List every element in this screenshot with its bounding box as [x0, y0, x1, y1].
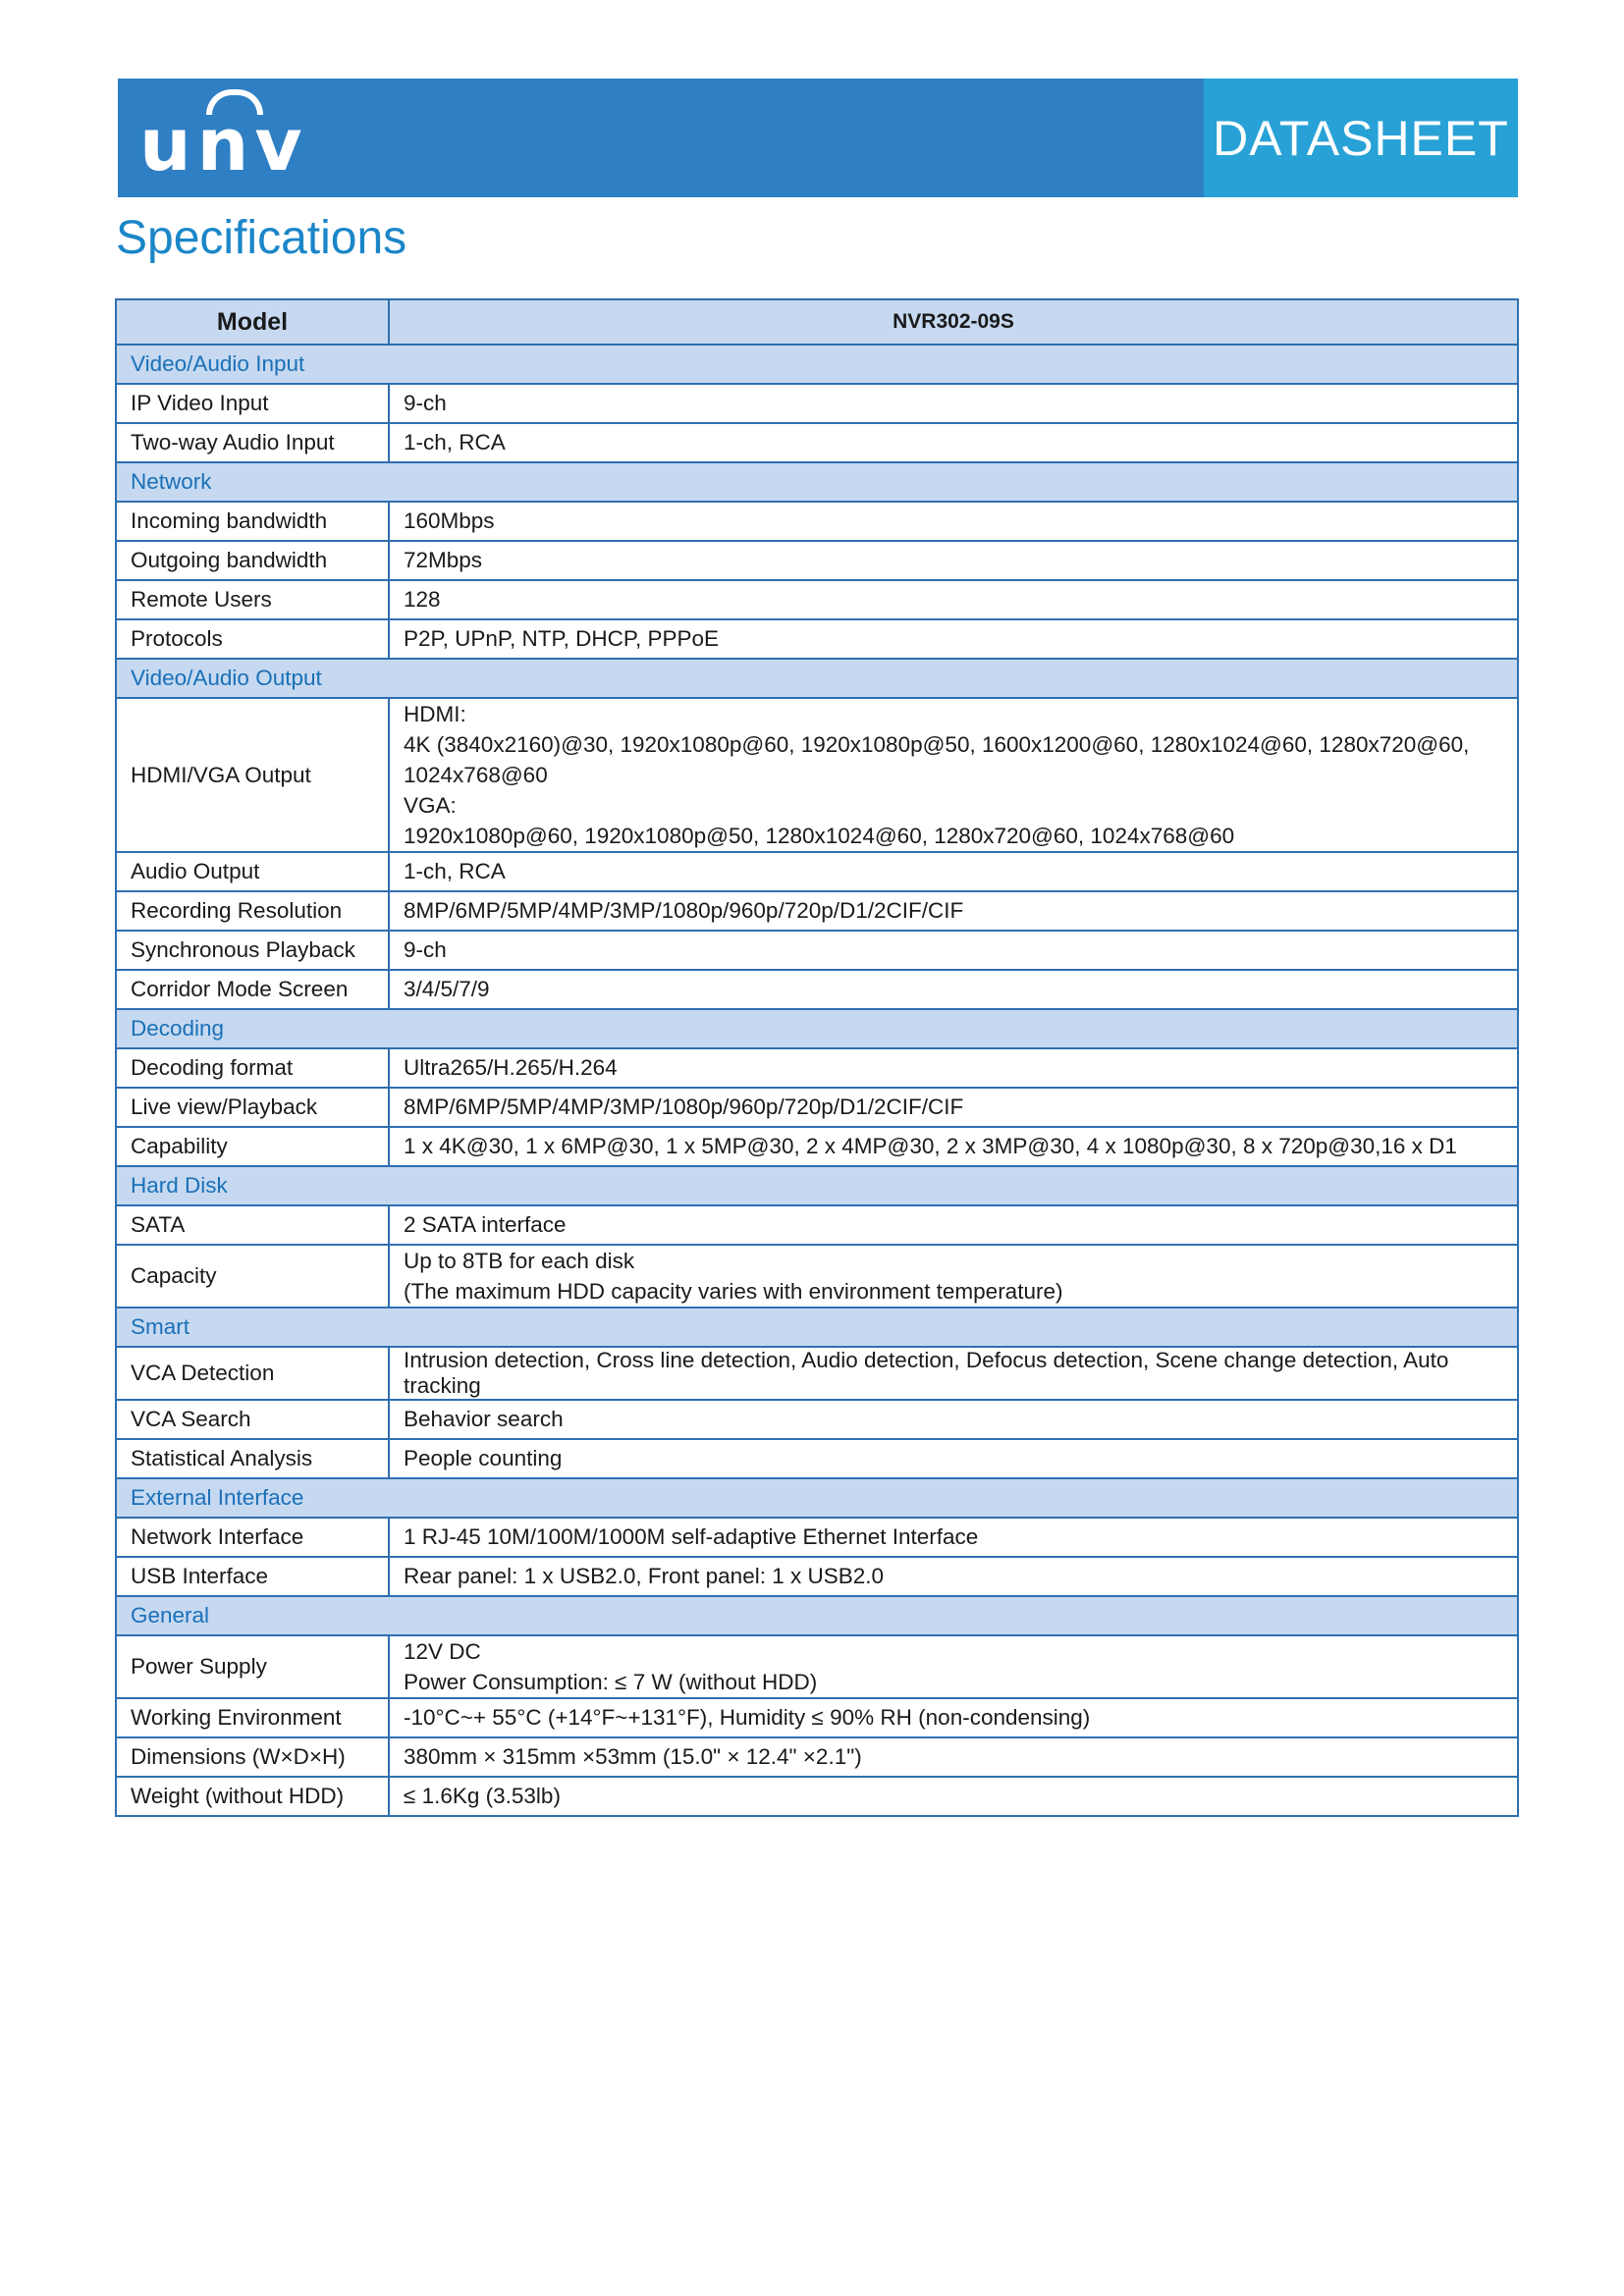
spec-row	[116, 1518, 1518, 1557]
spec-row	[116, 1205, 1518, 1245]
spec-value-line: 1 RJ-45 10M/100M/1000M self-adaptive Ethernet Interface	[404, 1524, 979, 1549]
logo-arc-icon	[206, 89, 263, 115]
section-title: Network	[116, 462, 1518, 502]
spec-row	[116, 698, 1518, 852]
spec-value	[389, 1245, 1518, 1308]
spec-row	[116, 1127, 1518, 1166]
spec-value-line: Intrusion detection, Cross line detection, Audio detection, Defocus detection, Scene change detection, Auto tracking	[404, 1348, 1449, 1398]
spec-label: Network Interface	[116, 1518, 389, 1557]
spec-value	[389, 1205, 1518, 1245]
section-title: Video/Audio Output	[116, 659, 1518, 698]
spec-value	[389, 931, 1518, 970]
spec-value	[389, 1635, 1518, 1698]
section-row	[116, 1596, 1518, 1635]
spec-label: Remote Users	[116, 580, 389, 619]
spec-label: VCA Detection	[116, 1347, 389, 1400]
spec-label: Working Environment	[116, 1698, 389, 1737]
spec-row	[116, 1737, 1518, 1777]
spec-value	[389, 1347, 1518, 1400]
spec-value	[389, 384, 1518, 423]
page-title: Specifications	[116, 212, 407, 264]
spec-row	[116, 580, 1518, 619]
spec-row	[116, 1400, 1518, 1439]
spec-value	[389, 891, 1518, 931]
section-row	[116, 1478, 1518, 1518]
spec-label: Corridor Mode Screen	[116, 970, 389, 1009]
spec-row	[116, 891, 1518, 931]
section-row	[116, 659, 1518, 698]
spec-value	[389, 1439, 1518, 1478]
section-title: General	[116, 1596, 1518, 1635]
spec-label: Audio Output	[116, 852, 389, 891]
spec-row	[116, 502, 1518, 541]
spec-label: Synchronous Playback	[116, 931, 389, 970]
spec-value-line: 3/4/5/7/9	[404, 977, 490, 1001]
spec-row	[116, 931, 1518, 970]
model-label: Model	[116, 299, 389, 345]
spec-label: Power Supply	[116, 1635, 389, 1698]
spec-value-line: P2P, UPnP, NTP, DHCP, PPPoE	[404, 626, 720, 651]
spec-value	[389, 698, 1518, 852]
spec-value-line: 8MP/6MP/5MP/4MP/3MP/1080p/960p/720p/D1/2CIF/CIF	[404, 1095, 964, 1119]
spec-value-line: 1920x1080p@60, 1920x1080p@50, 1280x1024@60, 1280x720@60, 1024x768@60	[404, 824, 1235, 848]
spec-label: Statistical Analysis	[116, 1439, 389, 1478]
spec-value-line: VGA:	[404, 793, 457, 818]
spec-table	[115, 298, 1519, 1817]
spec-row	[116, 619, 1518, 659]
section-title: External Interface	[116, 1478, 1518, 1518]
section-title: Decoding	[116, 1009, 1518, 1048]
spec-label: Protocols	[116, 619, 389, 659]
spec-value	[389, 1127, 1518, 1166]
spec-label: Recording Resolution	[116, 891, 389, 931]
spec-value-line: Rear panel: 1 x USB2.0, Front panel: 1 x USB2.0	[404, 1564, 885, 1588]
brand-logo	[139, 95, 308, 187]
spec-value-line: 9-ch	[404, 937, 447, 962]
section-row	[116, 345, 1518, 384]
spec-label: IP Video Input	[116, 384, 389, 423]
spec-value-line: 1-ch, RCA	[404, 430, 506, 454]
header-banner	[118, 79, 1518, 197]
spec-value	[389, 1557, 1518, 1596]
spec-value-line: 8MP/6MP/5MP/4MP/3MP/1080p/960p/720p/D1/2CIF/CIF	[404, 898, 964, 923]
spec-label: HDMI/VGA Output	[116, 698, 389, 852]
spec-row	[116, 1557, 1518, 1596]
section-row	[116, 462, 1518, 502]
spec-value	[389, 619, 1518, 659]
section-title: Hard Disk	[116, 1166, 1518, 1205]
spec-value-line: 1 x 4K@30, 1 x 6MP@30, 1 x 5MP@30, 2 x 4MP@30, 2 x 3MP@30, 4 x 1080p@30, 8 x 720p@30,16 x D1	[404, 1134, 1457, 1158]
spec-value-line: 128	[404, 587, 441, 612]
spec-value-line: (The maximum HDD capacity varies with environment temperature)	[404, 1279, 1063, 1304]
spec-label: Dimensions (W×D×H)	[116, 1737, 389, 1777]
spec-value	[389, 852, 1518, 891]
spec-label: Live view/Playback	[116, 1088, 389, 1127]
spec-row	[116, 1777, 1518, 1816]
spec-value-line: Ultra265/H.265/H.264	[404, 1055, 618, 1080]
spec-row	[116, 1347, 1518, 1400]
spec-row	[116, 1635, 1518, 1698]
spec-value-line: 72Mbps	[404, 548, 483, 572]
spec-label: Incoming bandwidth	[116, 502, 389, 541]
section-title: Video/Audio Input	[116, 345, 1518, 384]
section-title: Smart	[116, 1308, 1518, 1347]
spec-value-line: Behavior search	[404, 1407, 564, 1431]
spec-label: Weight (without HDD)	[116, 1777, 389, 1816]
spec-label: USB Interface	[116, 1557, 389, 1596]
spec-value	[389, 970, 1518, 1009]
spec-label: Decoding format	[116, 1048, 389, 1088]
spec-value-line: 9-ch	[404, 391, 447, 415]
section-row	[116, 1009, 1518, 1048]
spec-value-line: 1-ch, RCA	[404, 859, 506, 883]
spec-row	[116, 1245, 1518, 1308]
spec-value-line: HDMI:	[404, 702, 466, 726]
spec-value-line: 160Mbps	[404, 508, 495, 533]
spec-value	[389, 580, 1518, 619]
datasheet-badge	[1204, 79, 1518, 197]
spec-value-line: Power Consumption: ≤ 7 W (without HDD)	[404, 1670, 818, 1694]
spec-row	[116, 1088, 1518, 1127]
spec-row	[116, 1439, 1518, 1478]
spec-row	[116, 384, 1518, 423]
spec-label: Outgoing bandwidth	[116, 541, 389, 580]
spec-value	[389, 1400, 1518, 1439]
spec-label: Capability	[116, 1127, 389, 1166]
spec-value	[389, 423, 1518, 462]
model-value: NVR302-09S	[389, 299, 1518, 345]
spec-value-line: -10°C~+ 55°C (+14°F~+131°F), Humidity ≤ 90% RH (non-condensing)	[404, 1705, 1091, 1730]
spec-value-line: 4K (3840x2160)@30, 1920x1080p@60, 1920x1080p@50, 1600x1200@60, 1280x1024@60, 1280x720@60, 1024x768@60	[404, 732, 1470, 787]
spec-label: Two-way Audio Input	[116, 423, 389, 462]
spec-value-line: People counting	[404, 1446, 563, 1470]
spec-value-line: ≤ 1.6Kg (3.53lb)	[404, 1784, 561, 1808]
spec-value	[389, 1088, 1518, 1127]
spec-value	[389, 1698, 1518, 1737]
spec-label: VCA Search	[116, 1400, 389, 1439]
spec-value-line: 12V DC	[404, 1639, 481, 1664]
section-row	[116, 1166, 1518, 1205]
spec-row	[116, 852, 1518, 891]
spec-value	[389, 1518, 1518, 1557]
model-row	[116, 299, 1518, 345]
spec-value-line: 380mm × 315mm ×53mm (15.0" × 12.4" ×2.1")	[404, 1744, 862, 1769]
spec-row	[116, 541, 1518, 580]
spec-value	[389, 541, 1518, 580]
spec-value-line: Up to 8TB for each disk	[404, 1249, 635, 1273]
spec-row	[116, 1698, 1518, 1737]
spec-label: Capacity	[116, 1245, 389, 1308]
spec-value	[389, 1048, 1518, 1088]
datasheet-label: DATASHEET	[1213, 110, 1509, 166]
spec-value	[389, 1737, 1518, 1777]
spec-table-body	[116, 345, 1518, 1816]
spec-value	[389, 1777, 1518, 1816]
spec-value	[389, 502, 1518, 541]
logo-text: unv	[139, 102, 308, 187]
section-row	[116, 1308, 1518, 1347]
spec-row	[116, 970, 1518, 1009]
spec-label: SATA	[116, 1205, 389, 1245]
spec-value-line: 2 SATA interface	[404, 1212, 567, 1237]
spec-row	[116, 423, 1518, 462]
header-logo-area	[118, 79, 1204, 197]
spec-row	[116, 1048, 1518, 1088]
